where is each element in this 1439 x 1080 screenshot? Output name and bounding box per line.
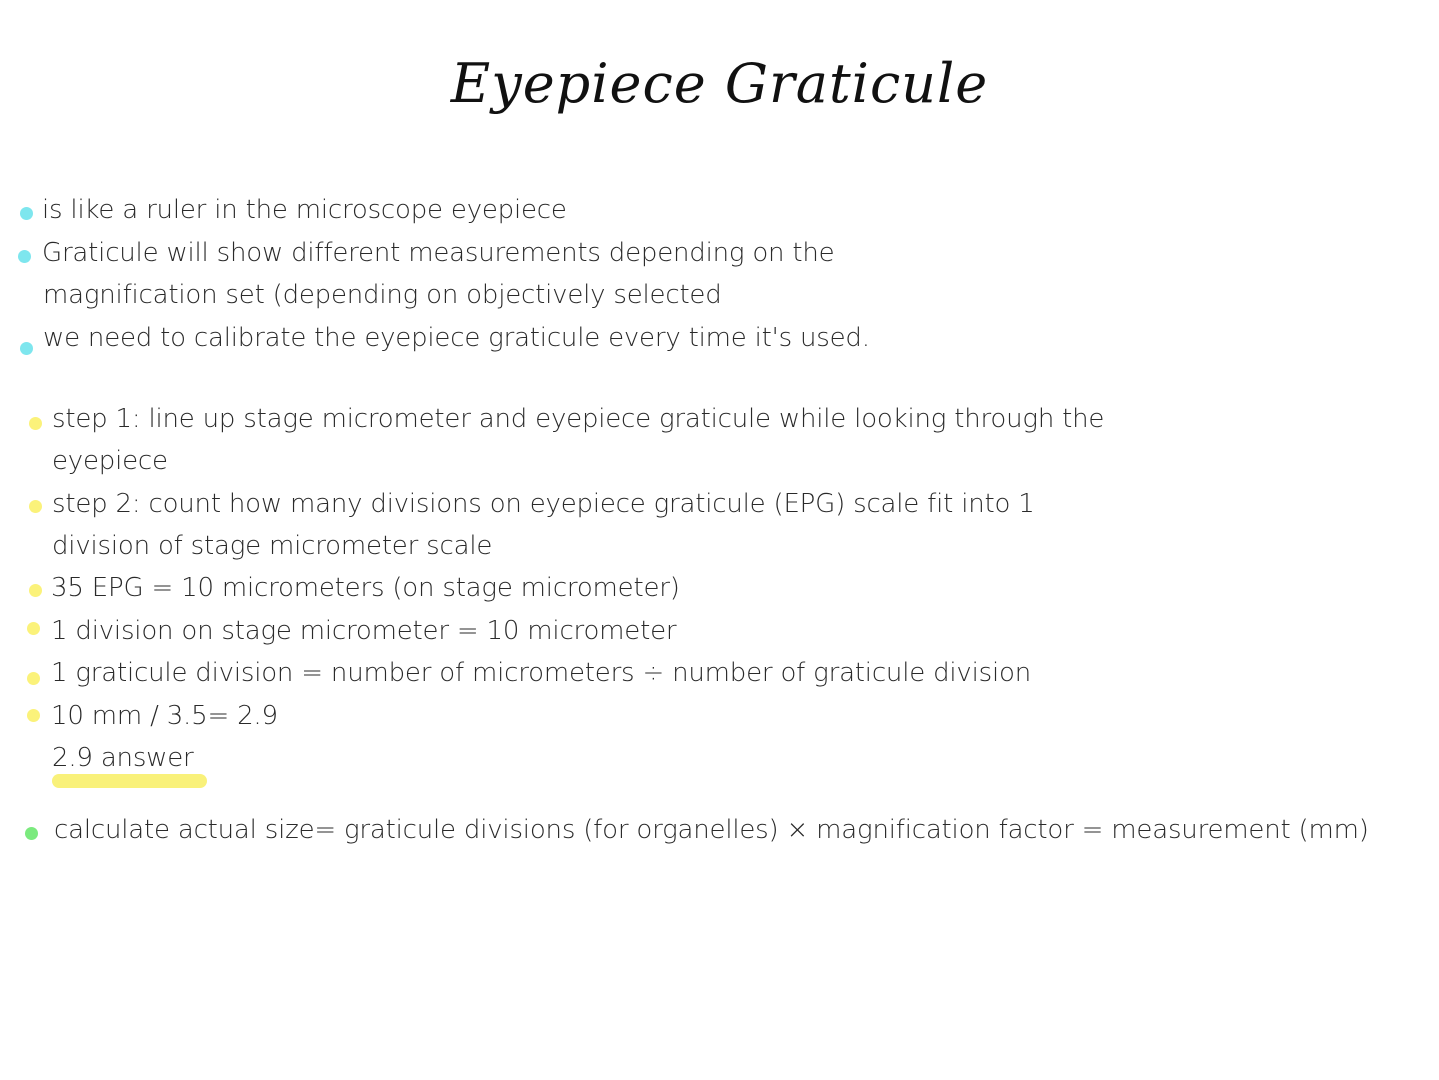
page-title: Eyepiece Graticule (450, 52, 989, 115)
bullet-dot (20, 207, 33, 220)
note-line: we need to calibrate the eyepiece graticule every time it's used. (43, 323, 870, 353)
note-line: step 2: count how many divisions on eyepiece graticule (EPG) scale fit into 1 (52, 489, 1035, 519)
note-line-continuation: eyepiece (52, 446, 168, 476)
bullet-dot (25, 827, 38, 840)
note-line: 1 division on stage micrometer = 10 micrometer (51, 616, 677, 646)
note-line-continuation: division of stage micrometer scale (52, 531, 493, 561)
bullet-dot (29, 500, 42, 513)
note-line: Graticule will show different measurements depending on the (42, 238, 835, 268)
note-line: 1 graticule division = number of micrometers ÷ number of graticule division (51, 658, 1031, 688)
bullet-dot (20, 342, 33, 355)
note-line-continuation: magnification set (depending on objectively selected (43, 280, 722, 310)
bullet-dot (18, 250, 31, 263)
bullet-dot (29, 584, 42, 597)
note-line: 35 EPG = 10 micrometers (on stage micrometer) (51, 573, 680, 603)
bullet-dot (27, 672, 40, 685)
note-line: 10 mm / 3.5= 2.9 (51, 701, 278, 731)
bullet-dot (27, 709, 40, 722)
note-line: is like a ruler in the microscope eyepiece (42, 195, 567, 225)
answer-highlight (52, 774, 207, 788)
note-line: step 1: line up stage micrometer and eyepiece graticule while looking through the (52, 404, 1105, 434)
bullet-dot (29, 417, 42, 430)
bullet-dot (27, 622, 40, 635)
answer-line: 2.9 answer (52, 743, 194, 773)
note-line: calculate actual size= graticule divisions (for organelles) × magnification factor = measurement (mm) (54, 815, 1369, 845)
